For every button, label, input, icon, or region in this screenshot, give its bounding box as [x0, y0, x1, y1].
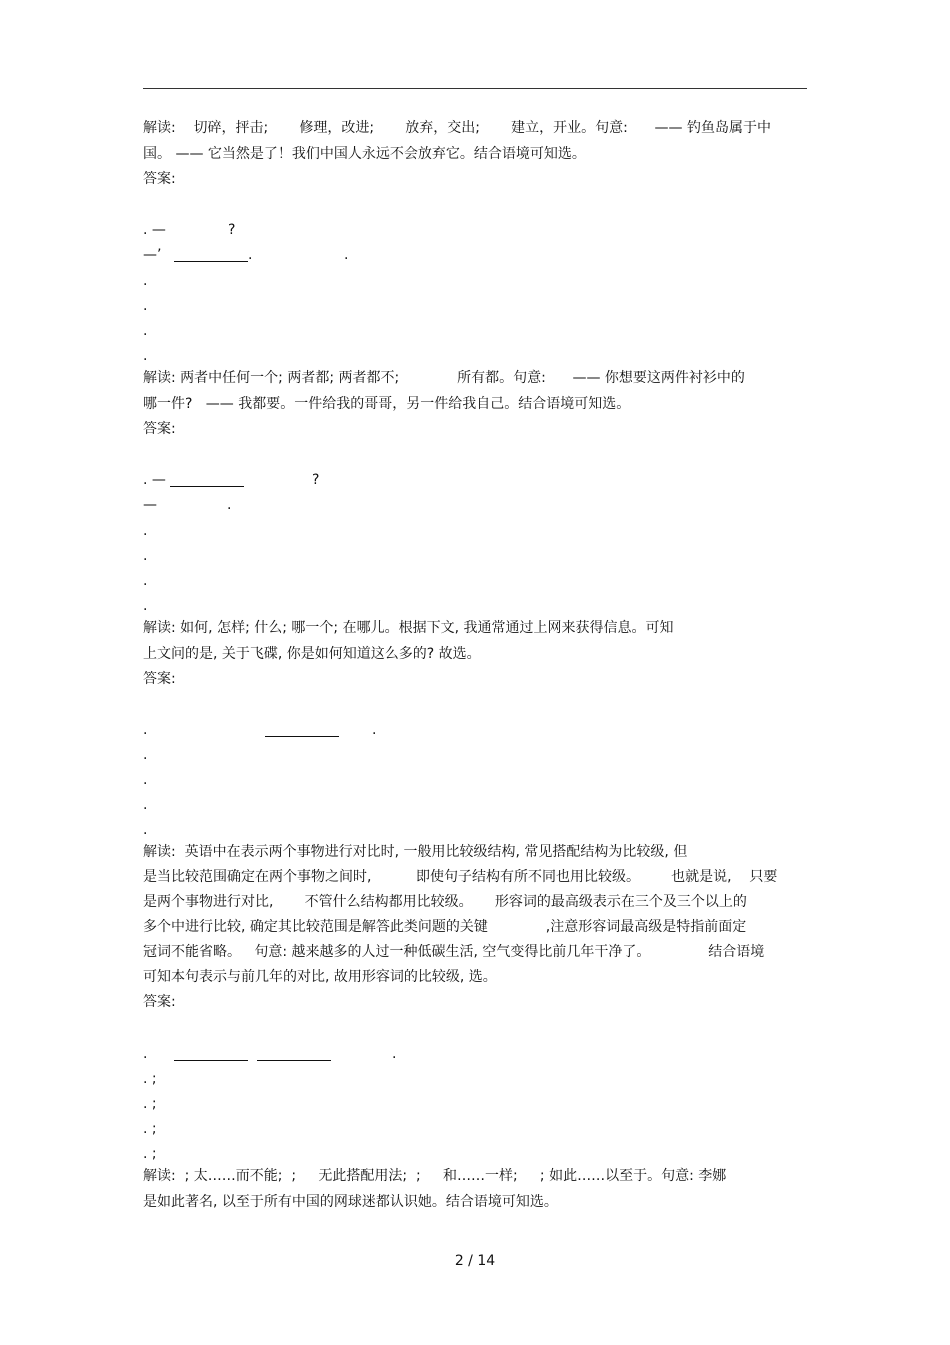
q3-option-d[interactable]: . — [143, 598, 148, 614]
header-rule — [143, 88, 807, 89]
q3-option-b[interactable]: . — [143, 548, 148, 564]
q5-answer-blank-2[interactable] — [257, 1048, 331, 1061]
q5-option-d[interactable]: . ; — [143, 1146, 157, 1162]
q2-stem-a-question-mark: ? — [228, 222, 236, 238]
q2-explanation-line-2: 哪一件? —— 我都要。一件给我的哥哥，另一件给我自己。结合语境可知选。 — [143, 396, 631, 412]
q4-option-a[interactable]: . — [143, 747, 148, 763]
q5-explanation-line-2: 是如此著名, 以至于所有中国的网球迷都认识她。结合语境可知选。 — [143, 1194, 558, 1210]
q2-option-d[interactable]: . — [143, 348, 148, 364]
page-number: 2 / 14 — [454, 1253, 496, 1269]
q2-stem-b-end: . — [344, 247, 349, 263]
q1-explanation-line-1: 解读: 切碎，抨击; 修理，改进; 放弃，交出; 建立，开业。句意: —— 钓鱼岛属于中 — [143, 120, 771, 136]
q5-explanation-line-1: 解读: ; 太……而不能; ; 无此搭配用法; ; 和……一样; ; 如此……以至于。句意: 李娜 — [143, 1168, 727, 1184]
q4-answer-blank[interactable] — [265, 724, 339, 737]
q3-option-a[interactable]: . — [143, 523, 148, 539]
q5-option-c[interactable]: . ; — [143, 1121, 157, 1137]
q3-stem-b-end: . — [227, 497, 232, 513]
q4-stem-end: . — [372, 722, 377, 738]
q1-explanation-line-2: 国。 —— 它当然是了！我们中国人永远不会放弃它。结合语境可知选。 — [143, 146, 586, 162]
q4-answer-label: 答案: — [143, 994, 176, 1010]
q5-stem-prefix: . — [143, 1046, 148, 1062]
q5-stem-end: . — [392, 1046, 397, 1062]
q4-explanation-line-4: 多个中进行比较, 确定其比较范围是解答此类问题的关键 ,注意形容词最高级是特指前面定 — [143, 919, 747, 935]
q3-explanation-line-1: 解读: 如何, 怎样; 什么; 哪一个; 在哪儿。根据下文, 我通常通过上网来获得信息。可知 — [143, 620, 674, 636]
q4-explanation-line-6: 可知本句表示与前几年的对比, 故用形容词的比较级, 选。 — [143, 969, 497, 985]
q4-explanation-line-1: 解读: 英语中在表示两个事物进行对比时, 一般用比较级结构, 常见搭配结构为比较级, 但 — [143, 844, 688, 860]
q4-option-b[interactable]: . — [143, 772, 148, 788]
q3-stem-a-question-mark: ? — [312, 472, 320, 488]
q2-stem-a-prefix: . — — [143, 222, 166, 238]
q4-explanation-line-2: 是当比较范围确定在两个事物之间时, 即使句子结构有所不同也用比较级。 也就是说, 只要 — [143, 869, 778, 885]
q2-stem-b-prefix: —’ — [143, 247, 162, 263]
q4-option-c[interactable]: . — [143, 797, 148, 813]
q3-stem-b-prefix: — — [143, 497, 157, 513]
q2-option-b[interactable]: . — [143, 298, 148, 314]
q5-option-a[interactable]: . ; — [143, 1071, 157, 1087]
q1-answer-label: 答案: — [143, 171, 176, 187]
q2-answer-blank[interactable] — [174, 249, 248, 262]
q2-option-a[interactable]: . — [143, 273, 148, 289]
q4-option-d[interactable]: . — [143, 822, 148, 838]
q3-option-c[interactable]: . — [143, 573, 148, 589]
q4-stem-prefix: . — [143, 722, 148, 738]
q3-answer-label: 答案: — [143, 671, 176, 687]
q5-answer-blank-1[interactable] — [174, 1048, 248, 1061]
q2-option-c[interactable]: . — [143, 323, 148, 339]
q3-answer-blank[interactable] — [170, 474, 244, 487]
q4-explanation-line-3: 是两个事物进行对比, 不管什么结构都用比较级。 形容词的最高级表示在三个及三个以上的 — [143, 894, 747, 910]
q4-explanation-line-5: 冠词不能省略。 句意: 越来越多的人过一种低碳生活, 空气变得比前几年干净了。 结合语境 — [143, 944, 765, 960]
q3-explanation-line-2: 上文问的是, 关于飞碟, 你是如何知道这么多的? 故选。 — [143, 646, 481, 662]
q5-option-b[interactable]: . ; — [143, 1096, 157, 1112]
q3-stem-a-prefix: . — — [143, 472, 166, 488]
q2-stem-b-mid: . — [248, 247, 253, 263]
q2-explanation-line-1: 解读: 两者中任何一个; 两者都; 两者都不; 所有都。句意: —— 你想要这两件衬衫中的 — [143, 370, 745, 386]
q2-answer-label: 答案: — [143, 421, 176, 437]
